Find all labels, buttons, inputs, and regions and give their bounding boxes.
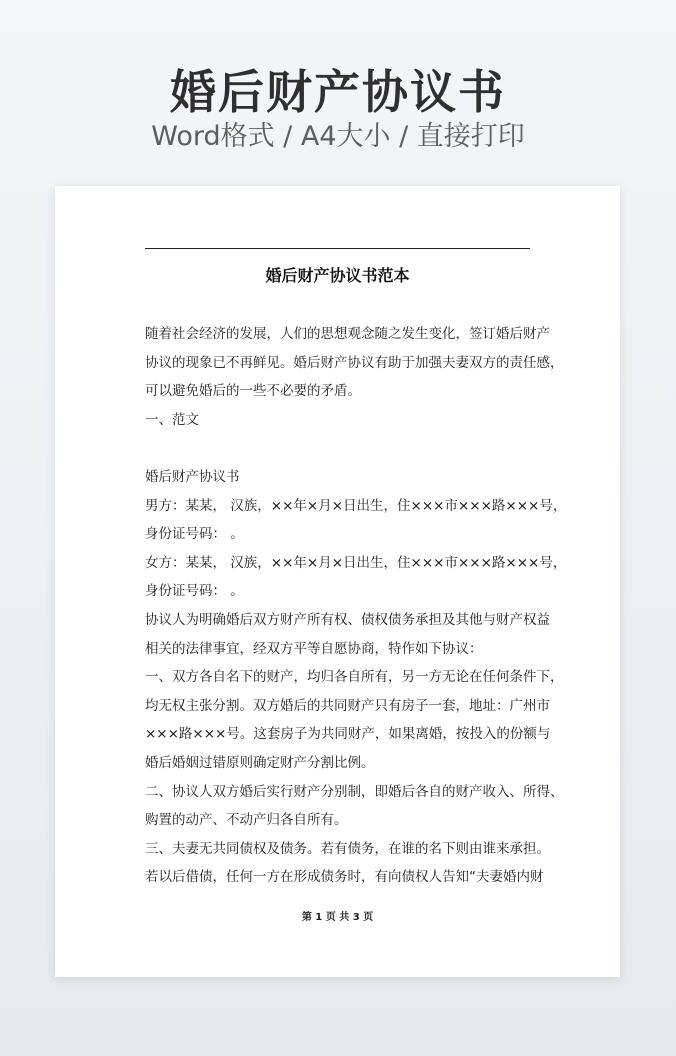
document-line: 身份证号码： 。 <box>145 526 244 543</box>
document-body <box>145 320 567 892</box>
document-line: 身份证号码： 。 <box>145 583 244 600</box>
document-line: 三、夫妻无共同债权及债务。若有债务，在谁的名下则由谁来承担。 <box>145 840 550 857</box>
banner-subtitle: Word格式 / A4大小 / 直接打印 <box>151 121 525 152</box>
banner <box>0 0 676 186</box>
page-number: 第 1 页 共 3 页 <box>301 912 374 923</box>
document-line: 随着社会经济的发展，人们的思想观念随之发生变化，签订婚后财产 <box>145 326 550 342</box>
document-line: 协议人为明确婚后双方财产所有权、债权债务承担及其他与财产权益 <box>145 611 550 628</box>
banner-title: 婚后财产协议书 <box>170 65 506 119</box>
document-line <box>145 434 555 463</box>
document-line: 婚后婚姻过错原则确定财产分割比例。 <box>145 754 375 771</box>
document-page <box>55 186 620 977</box>
document-line: 女方：某某， 汉族，××年×月×日出生，住×××市×××路×××号， <box>145 554 567 571</box>
header-rule <box>145 248 530 249</box>
document-line: ×××路×××号。这套房子为共同财产，如果离婚，按投入的份额与 <box>145 726 551 743</box>
document-line: 均无权主张分割。双方婚后的共同财产只有房子一套，地址：广州市 <box>145 697 550 714</box>
document-line: 购置的动产、不动产归各自所有。 <box>145 812 348 829</box>
document-line: 一、范文 <box>145 411 199 428</box>
document-line: 男方：某某， 汉族，××年×月×日出生，住×××市×××路×××号， <box>145 497 567 514</box>
document-line: 可以避免婚后的一些不必要的矛盾。 <box>145 383 361 400</box>
document-line: 一、双方各自名下的财产，均归各自所有，另一方无论在任何条件下， <box>145 669 564 686</box>
document-line: 二、协议人双方婚后实行财产分别制，即婚后各自的财产收入、所得、 <box>145 783 564 800</box>
document-line: 协议的现象已不再鲜见。婚后财产协议有助于加强夫妻双方的责任感， <box>145 354 564 371</box>
document-title: 婚后财产协议书范本 <box>265 266 410 285</box>
document-line: 相关的法律事宜，经双方平等自愿协商，特作如下协议： <box>145 640 483 657</box>
document-line: 若以后借债，任何一方在形成债务时，有向债权人告知“夫妻婚内财 <box>145 869 544 886</box>
document-line: 婚后财产协议书 <box>145 468 240 485</box>
